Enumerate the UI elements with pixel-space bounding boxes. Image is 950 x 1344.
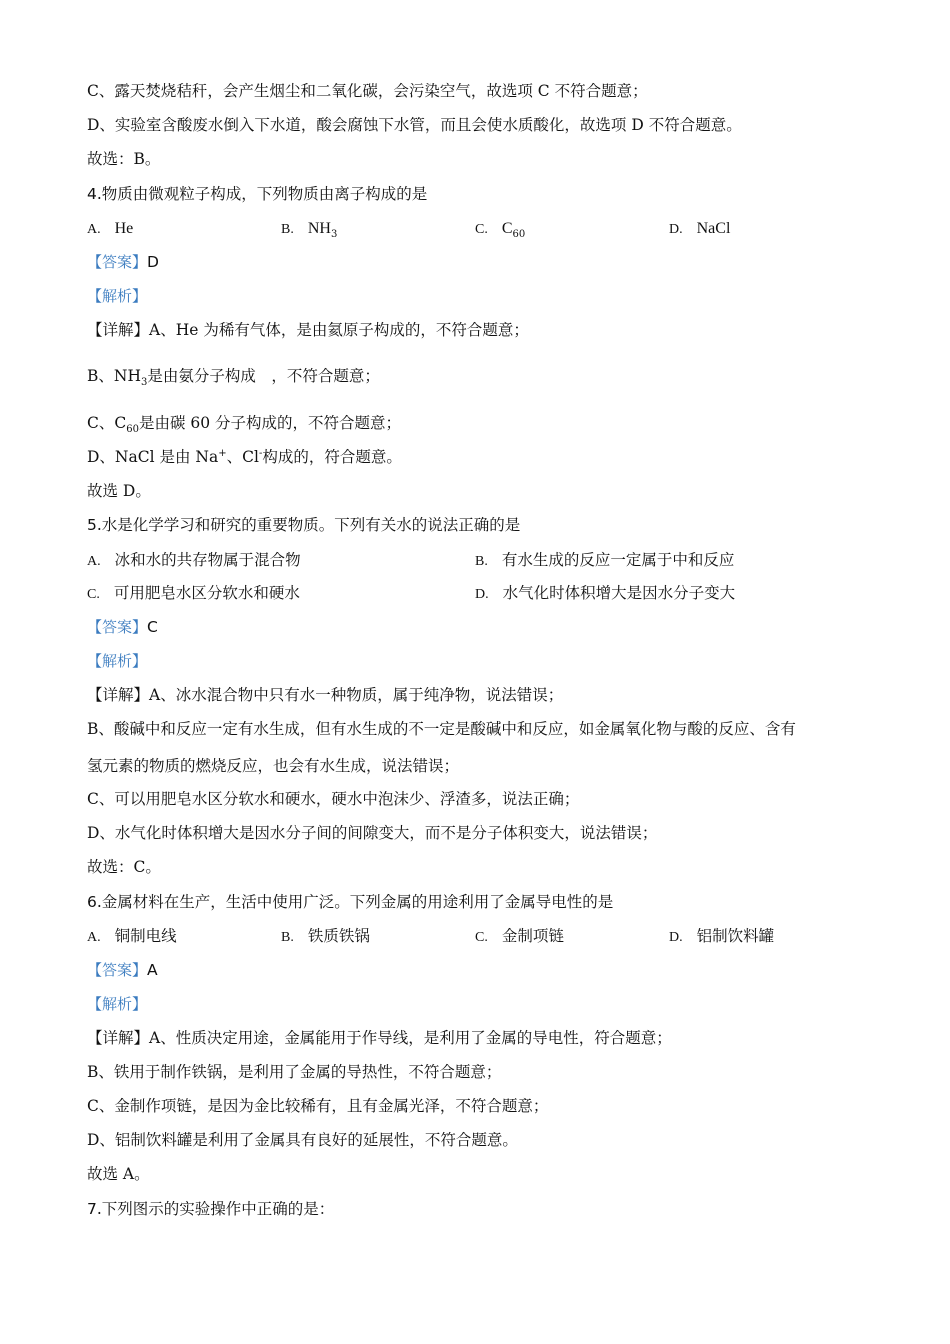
q4-detail-a (87, 320, 860, 340)
q6-stem (87, 892, 860, 912)
q5-conclusion: 故选：C。 (87, 858, 161, 876)
option-text: 冰和水的共存物属于混合物 (114, 551, 301, 569)
q6-detail-c: C、金制作项链，是因为金比较稀有，且有金属光泽，不符合题意； (87, 1097, 549, 1115)
q6-option-a (87, 926, 177, 948)
analysis-tag: 【解析】 (87, 995, 148, 1013)
analysis-tag: 【解析】 (87, 287, 148, 305)
option-letter: B. (281, 222, 294, 237)
option-text: NH (307, 220, 331, 237)
q5-stem-text: .水是化学学习和研究的重要物质。下列有关水的说法正确的是 (96, 516, 521, 534)
q4-detail-d (87, 447, 860, 467)
text-part: 是由氨分子构成 ，不符合题意； (147, 367, 380, 385)
q6-conclusion: 故选 A。 (87, 1165, 150, 1183)
q6-number: 6 (87, 893, 97, 911)
answer-tag: 【答案】 (87, 961, 148, 979)
q7-stem-text: .下列图示的实验操作中正确的是： (96, 1200, 335, 1218)
q4-option-d (669, 218, 730, 240)
q7-stem (87, 1199, 860, 1219)
q4-detail-c (87, 413, 860, 436)
option-letter: B. (281, 930, 294, 945)
q5-analysis-tag (87, 651, 860, 671)
option-letter: D. (669, 930, 683, 945)
answer-tag: 【答案】 (87, 253, 148, 271)
answer-value: A (147, 961, 158, 979)
q6-stem-text: .金属材料在生产，生活中使用广泛。下列金属的用途利用了金属导电性的是 (96, 893, 614, 911)
option-letter: C. (475, 930, 488, 945)
option-text: NaCl (696, 220, 731, 237)
subscript: 60 (126, 424, 139, 436)
answer-value: C (147, 618, 158, 636)
option-subscript: 3 (330, 229, 338, 241)
q4-detail-b (87, 366, 860, 389)
option-letter: C. (475, 222, 488, 237)
prev-conclusion: 故选：B。 (87, 150, 161, 168)
q4-analysis-tag (87, 286, 860, 306)
q4-option-a (87, 218, 133, 240)
text-part: D、NaCl 是由 Na (87, 448, 219, 466)
text-part: C、C (87, 414, 127, 432)
option-text: He (114, 220, 134, 237)
prev-analysis-c: C、露天焚烧秸秆，会产生烟尘和二氧化碳，会污染空气，故选项 C 不符合题意； (87, 82, 648, 100)
text-part: B、NH (87, 367, 141, 385)
q6-detail-d: D、铝制饮料罐是利用了金属具有良好的延展性，不符合题意。 (87, 1131, 518, 1149)
q6-detail-b: B、铁用于制作铁锅，是利用了金属的导热性，不符合题意； (87, 1063, 502, 1081)
option-letter: C. (87, 587, 100, 602)
q7-number: 7 (87, 1200, 97, 1218)
answer-tag: 【答案】 (87, 618, 148, 636)
option-text: 可用肥皂水区分软水和硬水 (113, 584, 300, 602)
option-text: 有水生成的反应一定属于中和反应 (501, 551, 735, 569)
option-letter: A. (87, 222, 101, 237)
detail-text: A、冰水混合物中只有水一种物质，属于纯净物，说法错误； (149, 686, 564, 704)
q5-answer (87, 617, 860, 637)
q5-option-d (475, 583, 735, 605)
q4-answer (87, 252, 860, 272)
subscript: 3 (140, 377, 148, 389)
detail-tag: 【详解】 (87, 1029, 150, 1047)
option-letter: A. (87, 930, 101, 945)
superscript: + (218, 447, 227, 459)
option-letter: D. (669, 222, 683, 237)
detail-text: A、性质决定用途，金属能用于作导线，是利用了金属的导电性，符合题意； (149, 1029, 672, 1047)
q5-detail-b1: B、酸碱中和反应一定有水生成，但有水生成的不一定是酸碱中和反应，如金属氧化物与酸的反应、含有 (87, 720, 796, 738)
q5-detail-d: D、水气化时体积增大是因水分子间的间隙变大，而不是分子体积变大，说法错误； (87, 824, 658, 842)
q4-option-b (281, 218, 337, 240)
option-text: 金制项链 (501, 927, 564, 945)
q4-option-c (475, 218, 525, 240)
option-letter: A. (87, 554, 101, 569)
q6-analysis-tag (87, 994, 860, 1014)
q5-detail-b2: 氢元素的物质的燃烧反应，也会有水生成，说法错误； (87, 757, 460, 775)
q4-stem-text: .物质由微观粒子构成，下列物质由离子构成的是 (96, 185, 428, 203)
q6-option-d (669, 926, 774, 948)
superscript: - (258, 447, 263, 459)
detail-tag: 【详解】 (87, 686, 150, 704)
analysis-tag: 【解析】 (87, 652, 148, 670)
prev-analysis-d: D、实验室含酸废水倒入下水道，酸会腐蚀下水管，而且会使水质酸化，故选项 D 不符合题意。 (87, 116, 742, 134)
q5-option-b (475, 550, 734, 572)
option-text: 铝制饮料罐 (696, 927, 775, 945)
text-part: 、Cl (226, 448, 259, 466)
option-letter: B. (475, 554, 488, 569)
q4-stem (87, 184, 860, 204)
q5-detail-a (87, 685, 860, 705)
option-text: 铜制电线 (114, 927, 177, 945)
q6-answer (87, 960, 860, 980)
q4-conclusion: 故选 D。 (87, 482, 151, 500)
detail-text: A、He 为稀有气体，是由氦原子构成的，不符合题意； (149, 321, 529, 339)
q5-number: 5 (87, 516, 97, 534)
text-part: 是由碳 60 分子构成的，不符合题意； (138, 414, 402, 432)
q6-detail-a (87, 1028, 860, 1048)
q5-stem (87, 515, 860, 535)
option-subscript: 60 (512, 229, 526, 241)
text-part: 构成的，符合题意。 (262, 448, 402, 466)
q4-number: 4 (87, 185, 97, 203)
answer-value: D (147, 253, 159, 271)
option-text: 水气化时体积增大是因水分子变大 (502, 584, 736, 602)
option-text: 铁质铁锅 (307, 927, 370, 945)
option-text: C (501, 220, 513, 237)
detail-tag: 【详解】 (87, 321, 150, 339)
q5-option-a (87, 550, 301, 572)
q5-option-c (87, 583, 300, 605)
option-letter: D. (475, 587, 489, 602)
q6-option-c (475, 926, 564, 948)
q6-option-b (281, 926, 370, 948)
q5-detail-c: C、可以用肥皂水区分软水和硬水，硬水中泡沫少、浮渣多，说法正确； (87, 790, 580, 808)
